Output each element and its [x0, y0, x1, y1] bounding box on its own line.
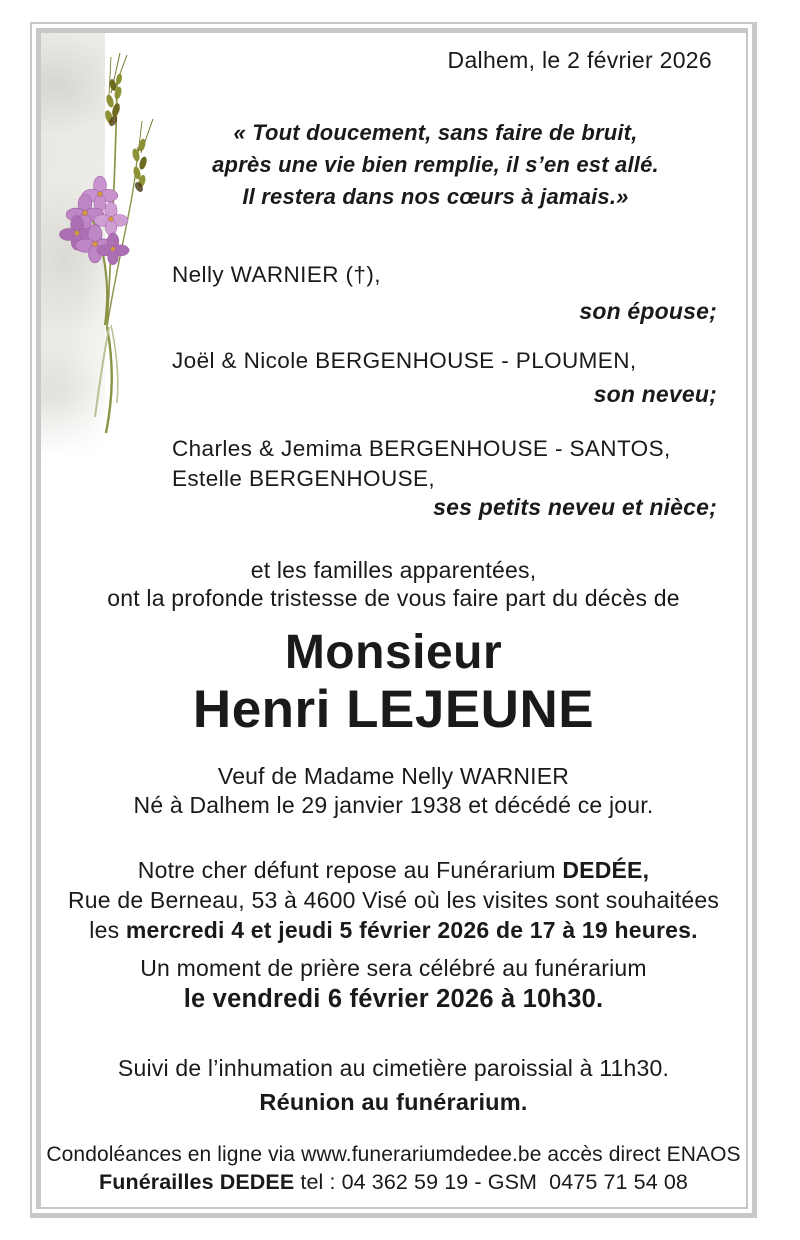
- visitation-line-3: [41, 915, 746, 945]
- dateline: Dalhem, le 2 février 2026: [447, 47, 712, 73]
- memorial-quote: [125, 117, 746, 213]
- funeral-home-contact-name: Funérailles DEDEE: [99, 1170, 295, 1194]
- announcement-line-2: ont la profonde tristesse de vous faire part du décès de: [107, 585, 680, 611]
- visitation-line-3-text: les: [89, 917, 126, 943]
- visitation-line-1-text: Notre cher défunt repose au Funérarium: [137, 857, 563, 883]
- visitation-line-1: [41, 855, 746, 885]
- deceased-details: [41, 762, 746, 820]
- quote-line-1: « Tout doucement, sans faire de bruit,: [233, 120, 638, 145]
- mourner-relation-spouse: son épouse;: [579, 298, 717, 324]
- burial-line: Suivi de l’inhumation au cimetière paroissial à 11h30.: [117, 1055, 670, 1081]
- contact-line: [41, 1170, 746, 1195]
- flower-illustration: [41, 35, 191, 475]
- mourner-names-grandnephew: [172, 434, 671, 493]
- visitation-dates: mercredi 4 et jeudi 5 février 2026 de 17 à 19 heures.: [125, 917, 698, 943]
- visitation-paragraph: [41, 855, 746, 945]
- mourner-name-grandnephew-2: Estelle BERGENHOUSE,: [172, 465, 436, 491]
- mourner-relation-nephew: son neveu;: [593, 381, 717, 407]
- mourner-name-spouse: Nelly WARNIER (†),: [172, 262, 381, 287]
- announcement-line-1: et les familles apparentées,: [250, 557, 537, 583]
- mourner-relation-grandnephew: ses petits neveu et nièce;: [433, 494, 717, 520]
- announcement: [41, 556, 746, 612]
- quote-line-3: Il restera dans nos cœurs à jamais.»: [242, 184, 629, 209]
- blossom-cluster: [59, 176, 129, 265]
- prayer-paragraph: [41, 953, 746, 1015]
- prayer-date: le vendredi 6 février 2026 à 10h30.: [183, 985, 604, 1013]
- birth-line: Né à Dalhem le 29 janvier 1938 et décédé ce jour.: [133, 792, 654, 818]
- content-area: [41, 33, 746, 1207]
- prayer-line-1: Un moment de prière sera célébré au funérarium: [140, 955, 647, 981]
- mourner-name-grandnephew-1: Charles & Jemima BERGENHOUSE - SANTOS,: [172, 436, 671, 461]
- page-border-inner: [36, 28, 748, 1209]
- deceased-title: Monsieur: [284, 626, 503, 679]
- mourner-name-nephew: Joël & Nicole BERGENHOUSE - PLOUMEN,: [172, 348, 637, 373]
- deceased-name: Henri LEJEUNE: [192, 680, 595, 739]
- contact-phones: tel : 04 362 59 19 - GSM 0475 71 54 08: [294, 1170, 688, 1194]
- quote-line-2: après une vie bien remplie, il s’en est allé.: [212, 152, 659, 177]
- wheat-ear-top: [104, 53, 127, 127]
- funeral-home-name: DEDÉE,: [562, 857, 650, 883]
- visitation-line-2: Rue de Berneau, 53 à 4600 Visé où les visites sont souhaitées: [67, 887, 720, 913]
- page-border-outer: [30, 22, 757, 1218]
- condolences-line: Condoléances en ligne via www.funerariumdedee.be accès direct ENAOS: [46, 1143, 741, 1166]
- reunion-line: Réunion au funérarium.: [259, 1089, 528, 1115]
- widower-line: Veuf de Madame Nelly WARNIER: [217, 763, 570, 789]
